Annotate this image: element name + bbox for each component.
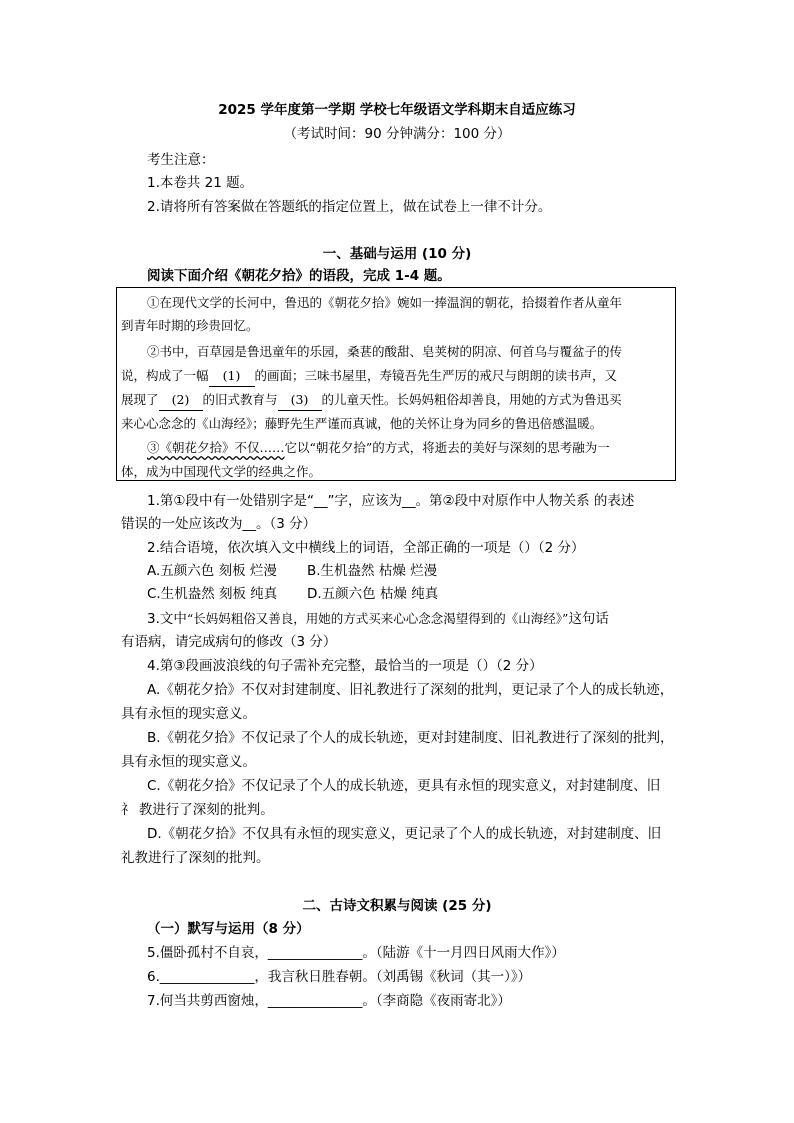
question-3-cont: 有语病，请完成病句的修改（3 分） xyxy=(121,634,337,650)
q2-option-c: C.生机盎然 刻板 纯真 xyxy=(147,586,278,602)
passage-line: 体，成为中国现代文学的经典之作。 xyxy=(121,464,322,479)
note-item: 1.本卷共 21 题。 xyxy=(147,175,254,191)
passage-line: ②书中，百草园是鲁迅童年的乐园，桑葚的酸甜、皂荚树的阴凉、何首乌与覆盆子的传 xyxy=(147,344,623,359)
section1-instruction: 阅读下面介绍《朝花夕拾》的语段，完成 1-4 题。 xyxy=(147,268,451,284)
q2-option-a: A.五颜六色 刻板 烂漫 xyxy=(147,563,277,579)
q4-option-a-cont: 具有永恒的现实意义。 xyxy=(121,706,256,722)
passage-line xyxy=(121,366,617,387)
section2-sub1: （一）默写与运用（8 分） xyxy=(147,921,310,937)
q4-option-c: C.《朝花夕拾》不仅记录了个人的成长轨迹，更具有永恒的现实意义，对封建制度、旧 xyxy=(147,778,661,794)
question-3-text: 3.文中 xyxy=(147,611,187,627)
q4-option-c-cont: 礻 教进行了深刻的批判。 xyxy=(121,802,274,818)
blank-3: (3) xyxy=(278,390,322,411)
passage-text: 它以“朝花夕拾”的方式，将逝去的美好与深刻的思考融为一 xyxy=(284,440,610,455)
q4-option-b-cont: 具有永恒的现实意义。 xyxy=(121,754,256,770)
question-7: 7.何当共剪西窗烛，______________。（李商隐《夜雨寄北》） xyxy=(147,993,511,1009)
q4-option-a: A.《朝花夕拾》不仅对封建制度、旧礼教进行了深刻的批判，更记录了个人的成长轨迹， xyxy=(147,682,674,698)
q4-option-b: B.《朝花夕拾》不仅记录了个人的成长轨迹，更对封建制度、旧礼教进行了深刻的批判， xyxy=(147,730,674,746)
wavy-underlined-sentence: ③《朝花夕拾》不仅…… xyxy=(147,440,285,455)
q2-option-d: D.五颜六色 枯燥 纯真 xyxy=(307,586,439,602)
question-4: 4.第③段画波浪线的句子需补充完整，最恰当的一项是（）（2 分） xyxy=(147,658,543,674)
question-6: 6.______________，我言秋日胜春朝。（刘禹锡《秋词（其一）》） xyxy=(147,969,532,985)
exam-title: 2025 学年度第一学期 学校七年级语文学科期末自适应练习 xyxy=(218,102,576,118)
question-1: 1.第①段中有一处错别字是“__”字，应该为__。第②段中对原作中人物关系 的表述 xyxy=(147,493,635,509)
passage-text: 的儿童天性。长妈妈粗俗却善良，用她的方式为鲁迅买 xyxy=(321,392,622,407)
passage-text: 展现了 xyxy=(121,392,159,407)
passage-text: 的画面；三味书屋里，寿镜吾先生严厉的戒尺与朗朗的读书声，又 xyxy=(254,368,618,383)
question-3 xyxy=(147,609,609,629)
question-3-quote: “长妈妈粗俗又善良，用她的方式买来心心念念渴望得到的《山海经》” xyxy=(186,611,569,626)
question-3-text: 这句话 xyxy=(568,611,609,627)
blank-2: (2) xyxy=(159,390,203,411)
note-item: 2.请将所有答案做在答题纸的指定位置上，做在试卷上一律不计分。 xyxy=(147,199,552,215)
passage-line: ①在现代文学的长河中，鲁迅的《朝花夕拾》婉如一捧温润的朝花，拾掇着作者从童年 xyxy=(147,295,623,310)
section2-heading: 二、古诗文积累与阅读 (25 分) xyxy=(302,898,492,914)
passage-line xyxy=(147,438,610,458)
blank-1: (1) xyxy=(209,366,255,387)
notes-heading: 考生注意： xyxy=(147,152,215,168)
q2-option-b: B.生机盎然 枯燥 烂漫 xyxy=(307,563,438,579)
exam-info: （考试时间：90 分钟满分：100 分） xyxy=(283,126,511,142)
q4-option-d-cont: 礼教进行了深刻的批判。 xyxy=(121,850,270,866)
question-2: 2.结合语境，依次填入文中横线上的词语，全部正确的一项是（）（2 分） xyxy=(147,540,585,556)
section1-heading: 一、基础与运用 (10 分) xyxy=(322,246,472,262)
passage-line xyxy=(121,390,622,411)
passage-text: 说，构成了一幅 xyxy=(121,368,209,383)
passage-line: 到青年时期的珍贵回忆。 xyxy=(121,318,259,333)
question-5: 5.僵卧孤村不自哀，______________。（陆游《十一月四日风雨大作》） xyxy=(147,945,565,961)
q4-option-d: D.《朝花夕拾》不仅具有永恒的现实意义，更记录了个人的成长轨迹，对封建制度、旧 xyxy=(147,826,662,842)
passage-text: 的旧式教育与 xyxy=(202,392,278,407)
question-1-cont: 错误的一处应该改为__。（3 分） xyxy=(121,516,317,532)
passage-line: 来心心念念的《山海经》；藤野先生严谨而真诚，他的关怀让身为同乡的鲁迅倍感温暖。 xyxy=(121,416,603,431)
